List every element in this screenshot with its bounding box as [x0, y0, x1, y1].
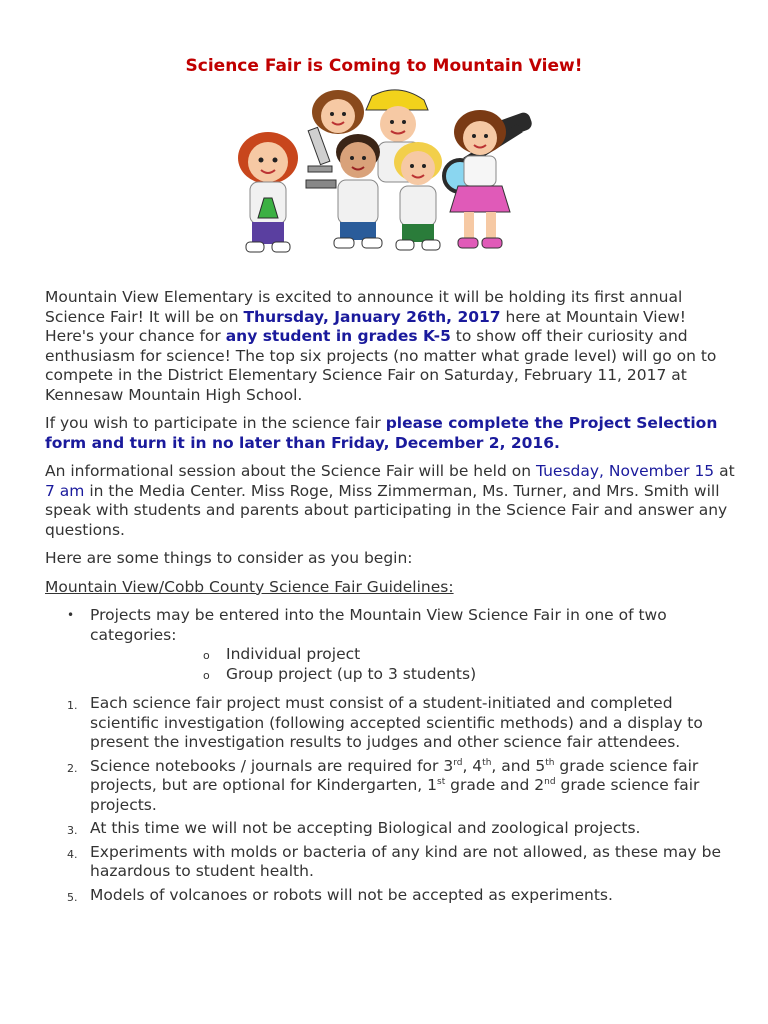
- fair-date: Thursday, January 26th, 2017: [243, 307, 501, 326]
- session-time: 7 am: [45, 481, 85, 500]
- list-item: [45, 757, 735, 816]
- list-number: 1.: [67, 699, 78, 712]
- rule-2-part: , 4: [462, 756, 483, 775]
- category-sublist: [90, 645, 735, 684]
- list-item: [90, 645, 735, 665]
- list-number: 4.: [67, 847, 78, 861]
- category-group: Group project (up to 3 students): [226, 664, 477, 683]
- eligible-grades: any student in grades K-5: [225, 327, 451, 345]
- rule-2-part: grade science fair projects, but are optional for Kindergarten, 1: [90, 756, 699, 794]
- rule-2-part: Science notebooks / journals are required for 3: [90, 756, 454, 775]
- session-text-2: at: [714, 462, 735, 480]
- bullet-icon: •: [67, 608, 75, 622]
- circle-bullet-icon: o: [203, 649, 210, 662]
- participation-text: If you wish to participate in the science fair: [45, 414, 386, 432]
- kid-back-left: [312, 90, 364, 134]
- list-item: [45, 886, 735, 906]
- document-body: [45, 288, 735, 909]
- list-item: [45, 843, 735, 882]
- deadline-notice: please complete the Project Selection form and turn it in no later than Friday, December 2, 2016.: [45, 414, 718, 452]
- list-number: 3.: [67, 824, 78, 837]
- page-title: Science Fair is Coming to Mountain View!: [185, 56, 583, 76]
- rule-text: Each science fair project must consist of a student-initiated and completed scientific investigation (following accepted scientific methods) and a display to present the investigation results to judges and other science fair attendees.: [90, 694, 703, 751]
- rule-text: [90, 757, 699, 814]
- list-number: 2.: [67, 761, 78, 775]
- kid-center: [334, 134, 382, 248]
- intro-text-3: to show off their curiosity and enthusiasm for science! The top six projects (no matter what grade level) will go on to compete in the District Elementary Science Fair on Saturday, February 11, 2017 at Kennesaw Mountain High School.: [45, 327, 717, 404]
- session-paragraph: [45, 462, 735, 540]
- category-bullet-list: [45, 606, 735, 684]
- rule-2-part: , and 5: [491, 756, 546, 775]
- list-number: 5.: [67, 890, 78, 904]
- session-date: Tuesday, November 15: [535, 462, 715, 480]
- list-item: [45, 694, 735, 753]
- ordinal-suffix: st: [437, 776, 446, 787]
- rule-text: Experiments with molds or bacteria of any kind are not allowed, as these may be hazardous to student health.: [90, 842, 721, 880]
- list-item: [45, 606, 735, 684]
- rule-text: At this time we will not be accepting Biological and zoological projects.: [90, 819, 641, 837]
- kids-science-clipart: [228, 88, 540, 260]
- intro-text-2: here at Mountain View! Here's your chance for: [45, 307, 687, 345]
- session-text-1: An informational session about the Science Fair will be held on: [45, 462, 536, 480]
- ordinal-suffix: rd: [453, 757, 463, 768]
- intro-paragraph: [45, 288, 735, 405]
- session-text-3: in the Media Center. Miss Roge, Miss Zimmerman, Ms. Turner, and Mrs. Smith will speak with students and parents about participating in the Science Fair and answer any questions.: [45, 481, 728, 539]
- rule-2-part: grade science fair projects.: [90, 776, 700, 814]
- rules-list: [45, 694, 735, 905]
- category-intro: Projects may be entered into the Mountain View Science Fair in one of two categories:: [90, 606, 667, 644]
- ordinal-suffix: nd: [544, 776, 556, 787]
- ordinal-suffix: th: [482, 757, 492, 768]
- category-individual: Individual project: [226, 645, 361, 663]
- guidelines-heading: Mountain View/Cobb County Science Fair Guidelines:: [45, 577, 454, 596]
- kid-blonde: [394, 142, 442, 250]
- intro-text-1: Mountain View Elementary is excited to announce it will be holding its first annual Science Fair! It will be on: [45, 288, 683, 326]
- rule-text: Models of volcanoes or robots will not be accepted as experiments.: [90, 885, 613, 904]
- circle-bullet-icon: o: [203, 668, 210, 682]
- list-item: [90, 665, 735, 685]
- ordinal-suffix: th: [545, 757, 555, 768]
- participation-paragraph: [45, 414, 735, 453]
- kid-left: [238, 132, 298, 252]
- rule-2-part: grade and 2: [445, 776, 545, 794]
- list-item: [45, 819, 735, 839]
- microscope-icon: [306, 127, 336, 188]
- consider-paragraph: Here are some things to consider as you begin:: [45, 549, 413, 567]
